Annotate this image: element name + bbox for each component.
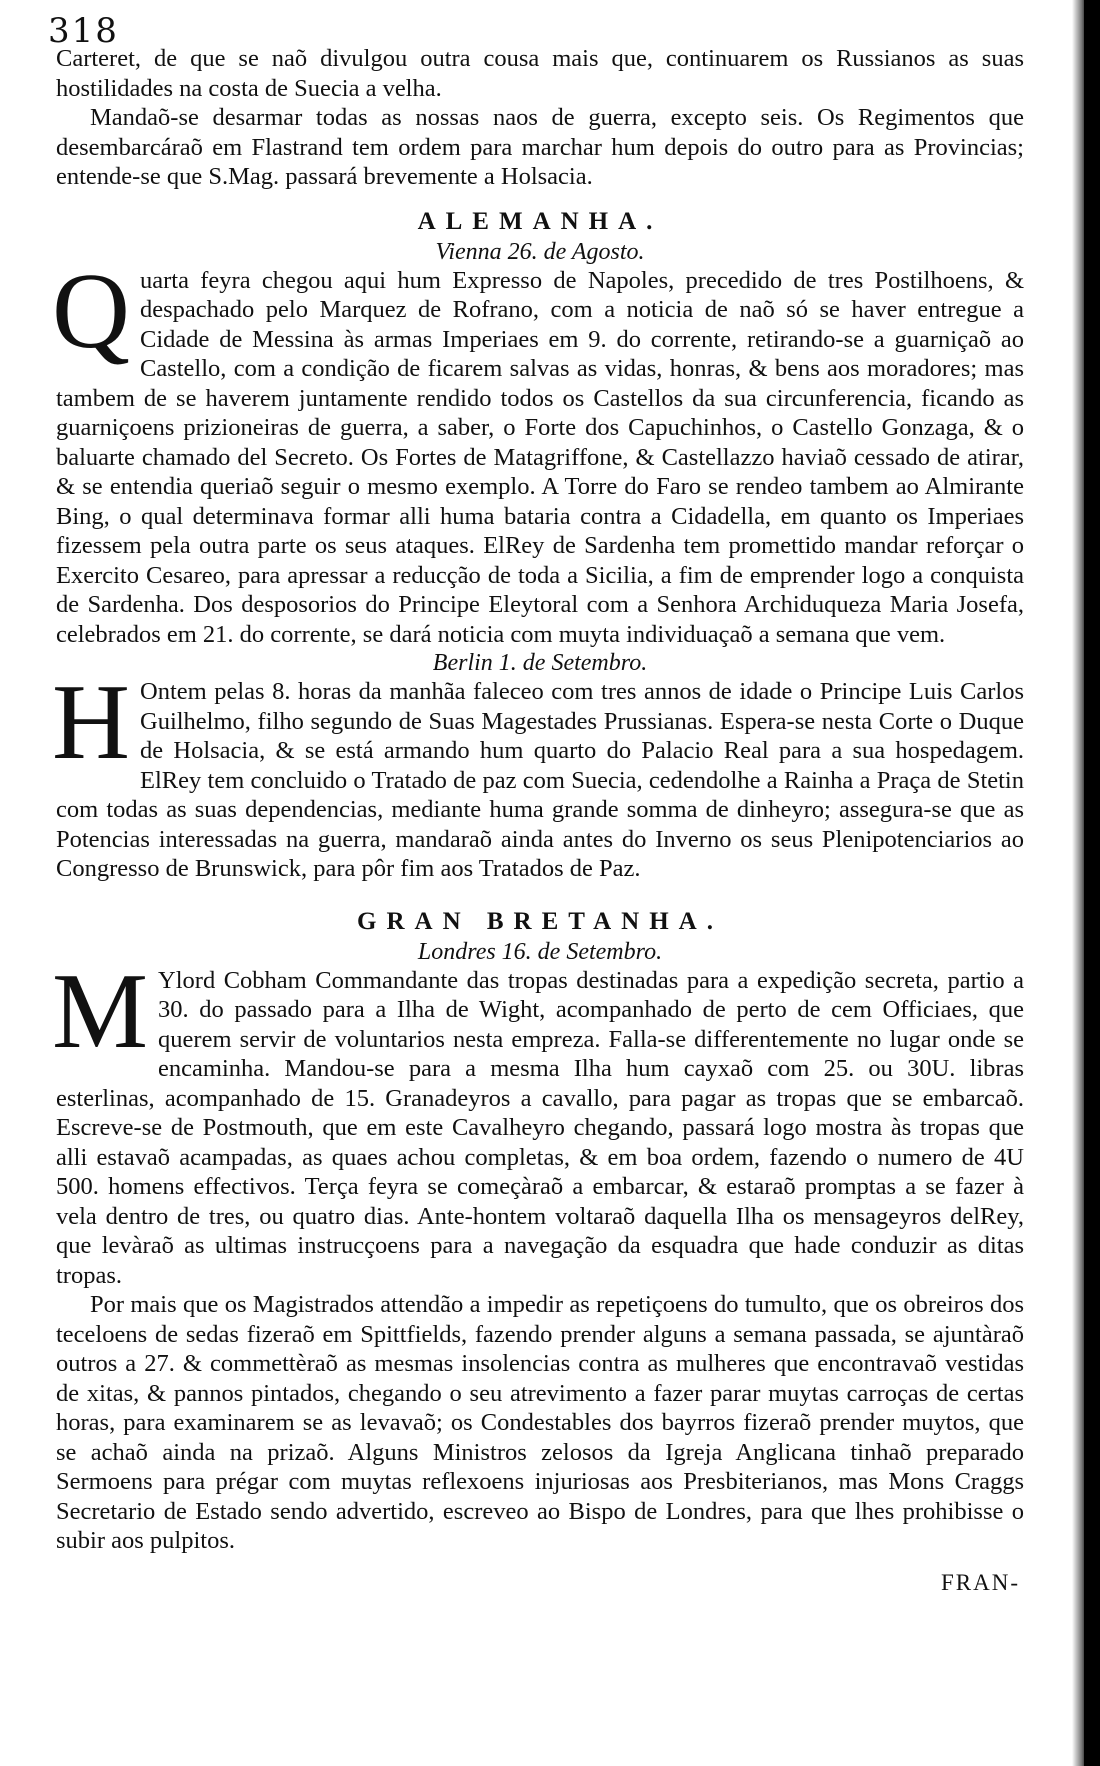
dropcap: Q <box>52 251 130 371</box>
catchword: FRAN- <box>940 1569 1020 1595</box>
dateline-berlin: Berlin 1. de Setembro. <box>432 650 648 676</box>
dispatch-text: Ontem pelas 8. horas da manhãa faleceo com tres annos de idade o Principe Luis Carlos Guilhelmo, filho segundo de Suas Magestades Prussianas. Espera-se nesta Corte o Duque de Holsacia, & se está armando hum quarto do Palacio Real para a sua hospedagem. ElRey tem concluido o Tratado de paz com Suecia, cedendolhe a Rainha a Praça de Stetin com todas as suas dependencias, mediante huma grande somma de dinheyro; assegura-se que as Potencias interessadas na guerra, mandaraõ ainda antes do Inverno os seus Plenipotenciarios ao Congresso de Brunswick, para pôr fim aos Tratados de Paz. <box>56 678 1024 882</box>
dispatch-text: Ylord Cobham Commandante das tropas destinadas para a expedição secreta, partio a 30. do passado para a Ilha de Wight, acompanhado de perto de cem Officiaes, que querem servir de voluntarios nesta empreza. Falla-se differentemente no lugar onde se encaminha. Mandou-se para a mesma Ilha hum cayxaõ com 25. ou 30U. libras esterlinas, acompanhado de 15. Granadeyros a cavallo, para pagar as tropas que se embarcaõ. Escreve-se de Postmouth, que em este Cavalheyro chegando, passará logo mostra às tropas que alli estavaõ acampadas, as quaes achou completas, & em boa ordem, fazendo o numero de 4U 500. homens effectivos. Terça feyra se começàraõ a embarcar, & estaraõ promptas a se fazer à vela dentro de tres, ou quatro dias. Ante-hontem voltaraõ daquella Ilha os mensageyros delRey, que levàraõ as ultimas instrucçoens para a navegação da esquadra que hade conduzir as ditas tropas. <box>56 966 1024 1289</box>
intro-paragraph-2: Mandaõ-se desarmar todas as nossas naos de guerra, excepto seis. Os Regimentos que desembarcáraõ em Flastrand tem ordem para marchar hum depois do outro para as Provincias; entende-se que S.Mag. passará brevemente a Holsacia. <box>56 104 1024 190</box>
dateline-londres: Londres 16. de Setembro. <box>417 938 663 965</box>
section-title-gran-bretanha: GRAN BRETANHA. <box>357 907 723 935</box>
intro-paragraph-1: Carteret, de que se naõ divulgou outra cousa mais que, continuarem os Russianos as suas hostilidades na costa de Suecia a velha. <box>56 45 1024 102</box>
section-title-alemanha: ALEMANHA. <box>417 207 663 235</box>
dateline-vienna: Vienna 26. de Agosto. <box>435 238 645 265</box>
text-column <box>52 18 1024 1596</box>
dropcap: H <box>52 663 130 782</box>
spitalfields-paragraph: Por mais que os Magistrados attendão a impedir as repetiçoens do tumulto, que os obreiros dos teceloens de sedas fizeraõ em Spittfields, fazendo prender alguns a semana passada, se ajuntàraõ outros a 27. & commettèraõ as mesmas insolencias contra as mulheres que encontravaõ vestidas de xitas, & pannos pintados, chegando o seu atrevimento a fazer parar muytas carroças de certas horas, para examinarem se as levavaõ; os Condestables dos bayrros fizeraõ prender muytos, que se achaõ ainda na prizaõ. Alguns Ministros zelosos da Igreja Anglicana tinhaõ preparado Sermoens para prégar com muytas reflexoens injuriosas aos Presbiterianos, mas Mons Craggs Secretario de Estado sendo advertido, escreveo ao Bispo de Londres, para que lhes prohibisse o subir aos pulpitos. <box>56 1291 1024 1554</box>
dispatch-text: uarta feyra chegou aqui hum Expresso de Napoles, precedido de tres Postilhoens, & despachado pelo Marquez de Rofrano, com a noticia de naõ só se haver entregue a Cidade de Messina às armas Imperiaes em 9. do corrente, retirando-se a guarniçaõ ao Castello, com a condição de ficarem salvas as vidas, honras, & bens aos moradores; mas tambem de se haverem juntamente rendido todos os Castellos da sua circunferencia, ficando as guarniçoens prizioneiras de guerra, a saber, o Forte dos Capuchinhos, o Castello Gonzaga, & o baluarte chamado del Secreto. Os Fortes de Matagriffone, & Castellazzo haviaõ cessado de atirar, & se entendia queriaõ seguir o mesmo exemplo. A Torre do Faro se rendeo tambem ao Almirante Bing, o qual determinava formar alli huma bataria contra a Cidadella, em quanto os Imperiaes fizessem pela outra parte os seus ataques. ElRey de Sardenha tem promettido mandar reforçar o Exercito Cesareo, para apressar a reducção de toda a Sicilia, a fim de emprender logo a conquista de Sardenha. Dos desposorios do Principe Eleytoral com a Senhora Archiduqueza Maria Josefa, celebrados em 21. do corrente, se dará noticia com muyta individuaçaõ a semana que vem. <box>56 266 1024 648</box>
dropcap: M <box>52 951 149 1071</box>
page-edge-shadow <box>1072 0 1100 1766</box>
page-number: 318 <box>48 11 119 51</box>
